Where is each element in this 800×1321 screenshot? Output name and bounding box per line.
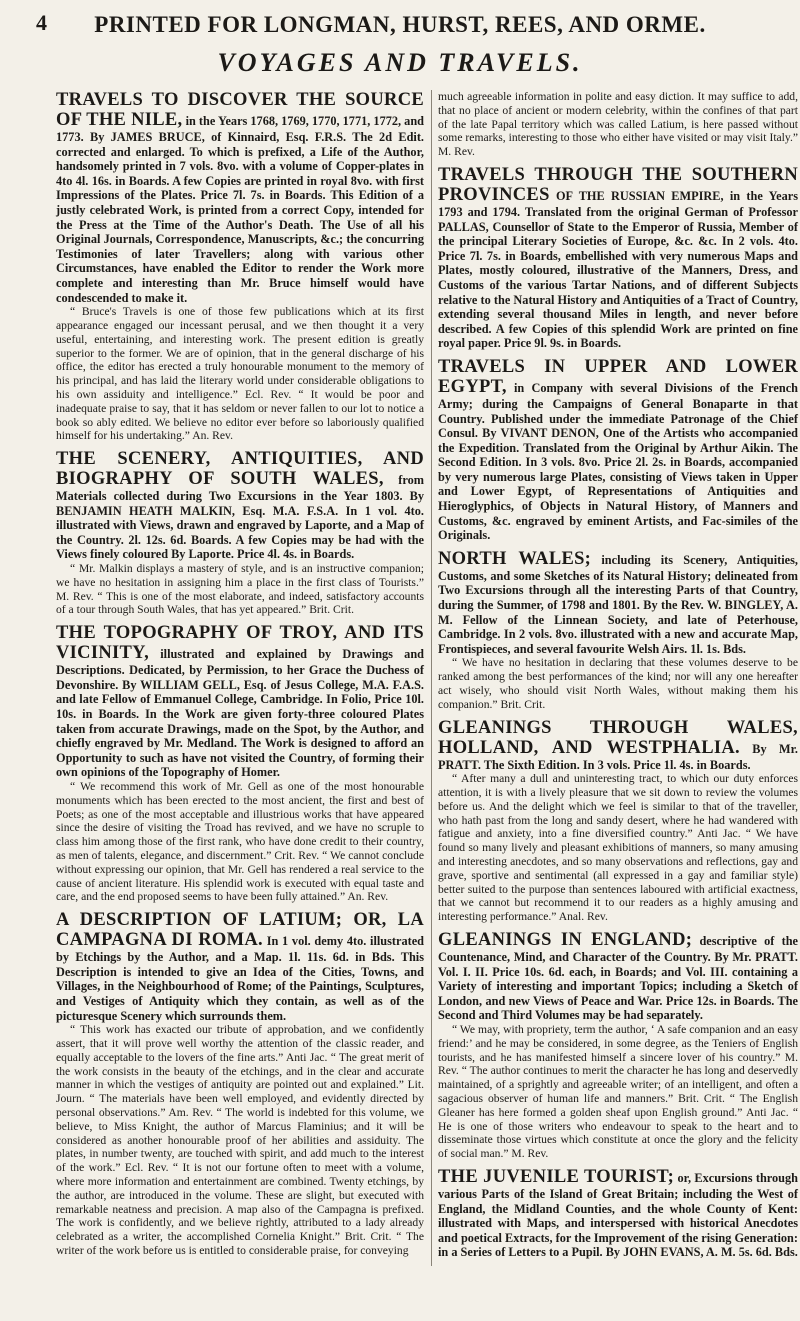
entry-body: descriptive of the Countenance, Mind, and Character of the Country. By Mr. PRATT. Vol. I. II. Price 10s. 6d. each, in Boards; and Vol. III. containing a Variety of interesting and important Topics; including a Sketch of London, and new Views of Peace and War. Price 12s. in Boards. The Second and Third Volumes may be had separately. bbox=[438, 933, 798, 1023]
section-title: VOYAGES AND TRAVELS. bbox=[217, 48, 583, 77]
entry-review-continued: much agreeable information in polite and easy diction. It may suffice to add, that no place of ancient or modern celebrity, within the confines of that part of the late Papal territory which was called Latium, is here passed without some remarks, interesting to those who either have visited or may visit Italy.” M. Rev. bbox=[438, 90, 798, 159]
page-number: 4 bbox=[36, 10, 47, 35]
entry-review: “ After many a dull and uninteresting tract, to which our duty enforces attention, it is with a lively pleasure that we sit down to review the volumes before us. And the delight which we feel is similar to that of the traveller, who hath past from the long and sandy desert, where he had wandered with fatigue and anxiety, into a fine diversified country.” Anti Jac. “ We have found so many lively and pleasant exhibitions of manners, so many amusing and interesting anecdotes, and so many observations and reflections, gay and grave, sportive and sentimental (all expressed in a gay and familiar style) better suited to the purpose than sentences laboured with artificial exactness, that we cannot but recommend it to our readers as a highly amusing and interesting performance.” Anal. Rev. bbox=[438, 772, 798, 924]
publisher-header: PRINTED FOR LONGMAN, HURST, REES, AND ORME. bbox=[94, 12, 706, 37]
entry-title: THE TOPOGRAPHY OF TROY, AND ITS VICINITY, bbox=[56, 623, 424, 664]
catalogue-entry bbox=[56, 449, 424, 617]
entry-body: In 1 vol. demy 4to. illustrated by Etchings by the Author, and a Map. 1l. 11s. 6d. in Bds. This Description is intended to give an Idea of the Cities, Towns, and Villages, in the Neighbourhood of Rome; of the Paintings, Sculptures, and Vestiges of Antiquity which they contain, as well as of the picturesque Scenery which surrounds them. bbox=[56, 934, 424, 1023]
entry-title: A DESCRIPTION OF LATIUM; OR, LA CAMPAGNA DI ROMA. bbox=[56, 910, 424, 951]
entry-body: in the Years 1768, 1769, 1770, 1771, 1772, and 1773. By JAMES BRUCE, of Kinnaird, Esq. F.R.S. The 2d Edit. corrected and enlarged. To which is prefixed, a Life of the Author, handsomely printed in 7 vols. 8vo. with a volume of Copper-plates in 4to 4l. 16s. in Boards. A few Copies are printed in royal 8vo. with first Impressions of the Plates. Price 7l. 7s. in Boards. This Edition of a justly celebrated Work, is printed from a correct Copy, intended for the Press at the Time of the Author's Death. The Use of all his Original Journals, Correspondence, Manuscripts, &c.; the concurring Testimonies of later Travellers; along with various other Circumstances, have enabled the Editor to render the Work more complete and interesting than Mr. Bruce himself would have condescended to make it. bbox=[56, 114, 424, 305]
entry-title: NORTH WALES; bbox=[438, 548, 592, 569]
entry-review: “ Bruce's Travels is one of those few publications which at its first appearance engaged our incessant perusal, and we then thought it a very useful, entertaining, and interesting work. The present edition is greatly superior to the former. We are of opinion, that in the general discharge of his office, the editor has erected a truly honourable monument to the memory of his principal, and has laid the literary world under considerable obligations to his own assiduity and intelligence.” Ecl. Rev. “ It would be poor and inadequate praise to say, that it has seldom or never fallen to our lot to notice a book so ably edited. We believe no editor ever before so laboriously qualified himself for his undertaking.” An. Rev. bbox=[56, 305, 424, 443]
entry-title: THE SCENERY, ANTIQUITIES, AND BIOGRAPHY OF SOUTH WALES, bbox=[56, 449, 424, 490]
catalogue-entry bbox=[438, 1167, 798, 1260]
entry-body: including its Scenery, Antiquities, Customs, and some Sketches of its Natural History; delineated from Two Excursions through all the interesting Parts of that Country, during the Summer, of 1798 and 1801. By the Rev. W. BINGLEY, A. M. Fellow of the Linnean Society, and late of Peterhouse, Cambridge. In 2 vols. 8vo. illustrated with a new and accurate Map, Frontispieces, and several favourite Welsh Airs. 1l. 1s. Bds. bbox=[438, 552, 798, 656]
entry-body: illustrated and explained by Drawings and Descriptions. Dedicated, by Permission, to her Grace the Duchess of Devonshire. By WILLIAM GELL, Esq. of Jesus College, M.A. F.A.S. and late Fellow of Emmanuel College, Cambridge. In Folio, Price 10l. 10s. in Boards. In the Work are given forty-three coloured Plates taken from accurate Drawings, made on the Spot, by the Author, and chiefly engraved by Mr. Medland. The Work is designed to afford an Opportunity to such as have not visited the Country, of forming their own opinions of the Topography of Homer. bbox=[56, 647, 424, 780]
entry-review: “ We recommend this work of Mr. Gell as one of the most honourable monuments which has been erected to the most ancient, the first and best of Poets; as one of the most acceptable and illustrious works that have appeared since the desire of visiting the Troad has revived, and we have no scruple to class him among those of the first rank, who have done credit to their country, as men of talents, elegance, and discernment.” Crit. Rev. “ We cannot conclude without expressing our opinion, that Mr. Gell has rendered a real service to the cause of ancient literature. His splendid work is executed with equal taste and care, and the end proposed seems to have been fully attained.” An. Rev. bbox=[56, 780, 424, 904]
entry-body: OF THE RUSSIAN EMPIRE, in the Years 1793 and 1794. Translated from the original German of Professor PALLAS, Counsellor of State to the Emperor of Russia, Member of the principal Literary Societies of Europe, &c. &c. In 2 vols. 4to. Price 7l. 7s. in Boards, embellished with very numerous Maps and Plates, mostly coloured, illustrative of the Manners, Dress, and Customs of the various Tartar Nations, and of different Subjects relative to the Natural History and Antiquities of a Tract of Country, extending several thousand Miles in length, and never before described. A few Copies of this splendid Work are printed on fine royal paper. Price 9l. 9s. in Boards. bbox=[438, 188, 798, 351]
catalogue-entry bbox=[438, 357, 798, 543]
entry-review: “ Mr. Malkin displays a mastery of style, and is an instructive companion; we have no hesitation in assigning him a place in the first class of Tourists.” M. Rev. “ This is one of the most elaborate, and indeed, satisfactory accounts of a tour through South Wales, that has yet appeared.” Brit. Crit. bbox=[56, 562, 424, 617]
catalogue-entry bbox=[438, 165, 798, 351]
entry-title: THE JUVENILE TOURIST; bbox=[438, 1166, 675, 1187]
catalogue-entry bbox=[438, 930, 798, 1161]
entry-review: “ This work has exacted our tribute of approbation, and we confidently assert, that it will prove well worthy the attention of the classic reader, and equally acceptable to the lovers of the fine arts.” Anti Jac. “ The great merit of the work consists in the beauty of the etchings, and in the clear and accurate manner in which the vestiges of antiquity are pointed out and explained.” Lit. Journ. “ The materials have been well employed, and evidently directed by personal observations.” Am. Rev. “ The world is indebted for this volume, we believe, to Miss Knight, the author of Marcus Flaminius; and it will be considered as another honourable proof of her abilities and assiduity. The plates, in number twenty, are touched with spirit, and add much to the interest of the work.” Ecl. Rev. “ It is not our fortune often to meet with a volume, where more information and entertainment are combined. Twenty etchings, by the author, are introduced in the volume. These are slight, but executed with remarkable neatness and precision. A map also of the Campagna is prefixed. The work is confidently, and we believe rightly, attributed to a lady already celebrated as a writer, the accomplished Cornelia Knight.” Brit. Crit. “ The writer of the work before us is entitled to considerable praise, for conveying bbox=[56, 1023, 424, 1257]
entry-body: in Company with several Divisions of the French Army; during the Campaigns of General Bonaparte in that Country. Published under the immediate Patronage of the Chief Consul. By VIVANT DENON, One of the Artists who accompanied the Expedition. Translated from the Original by Arthur Aikin. The Second Edition. In 3 vols. 8vo. Price 2l. 2s. in Boards, accompanied by very numerous large Plates, consisting of Views taken in Upper and Lower Egypt, of Representations of Antiquities and Hieroglyphics, of Objects in Natural History, of Manners and Customs, &c. engraved by eminent Artists, and Fac-similes of the Originals. bbox=[438, 380, 798, 543]
entry-review: “ We have no hesitation in declaring that these volumes deserve to be ranked among the best performances of the kind; nor will any one hereafter act wisely, who should visit North Wales, without making them his companion.” Brit. Crit. bbox=[438, 656, 798, 711]
catalogue-entry bbox=[56, 623, 424, 904]
entry-body: By Mr. PRATT. The Sixth Edition. In 3 vols. Price 1l. 4s. in Boards. bbox=[438, 741, 799, 772]
entry-title: GLEANINGS IN ENGLAND; bbox=[438, 929, 693, 950]
entry-review: “ We may, with propriety, term the author, ‘ A safe companion and an easy friend:’ and he may be considered, in some degree, as the Teniers of English tourists, and he has manifested himself a sincere lover of his country.” M. Rev. “ The author continues to merit the character he has long and deservedly maintained, of a sprightly and agreeable writer; of an intelligent, and often a sagacious observer of human life and manners.” Brit. Crit. “ The English Gleaner has here formed a golden sheaf upon English ground.” Anti Jac. “ He is one of those writers who endeavour to speak to the heart and to disseminate those virtues which constitute at once the glory and the felicity of social man.” M. Rev. bbox=[438, 1022, 798, 1161]
entry-body: or, Excursions through various Parts of the Island of Great Britain; including the West of England, the Midland Counties, and the whole County of Kent: illustrated with Maps, and interspersed with historical Anecdotes and poetical Extracts, for the Improvement of the rising Generation: in a Series of Letters to a Pupil. By JOHN EVANS, A. M. 5s. 6d. Bds. bbox=[438, 1170, 798, 1260]
right-column bbox=[431, 90, 798, 1266]
entry-body: from Materials collected during Two Excursions in the Year 1803. By BENJAMIN HEATH MALKIN, Esq. M.A. F.S.A. In 1 vol. 4to. illustrated with Views, drawn and engraved by Laporte, and a Map of the Country. 2l. 12s. 6d. Boards. A few Copies may be had with the Views finely coloured By Laporte. Price 4l. 4s. in Boards. bbox=[56, 473, 424, 562]
left-column bbox=[56, 90, 424, 1264]
catalogue-entry bbox=[438, 718, 798, 924]
catalogue-entry bbox=[56, 910, 424, 1258]
entry-title: TRAVELS TO DISCOVER THE SOURCE OF THE NILE, bbox=[56, 90, 424, 130]
catalogue-entry bbox=[438, 90, 798, 159]
entry-title: GLEANINGS THROUGH WALES, HOLLAND, AND WESTPHALIA. bbox=[438, 717, 798, 758]
entry-title: TRAVELS IN UPPER AND LOWER EGYPT, bbox=[438, 356, 798, 397]
entry-title: TRAVELS THROUGH THE SOUTHERN PROVINCES bbox=[438, 164, 798, 205]
catalogue-entry bbox=[438, 549, 798, 712]
catalogue-entry bbox=[56, 90, 424, 443]
